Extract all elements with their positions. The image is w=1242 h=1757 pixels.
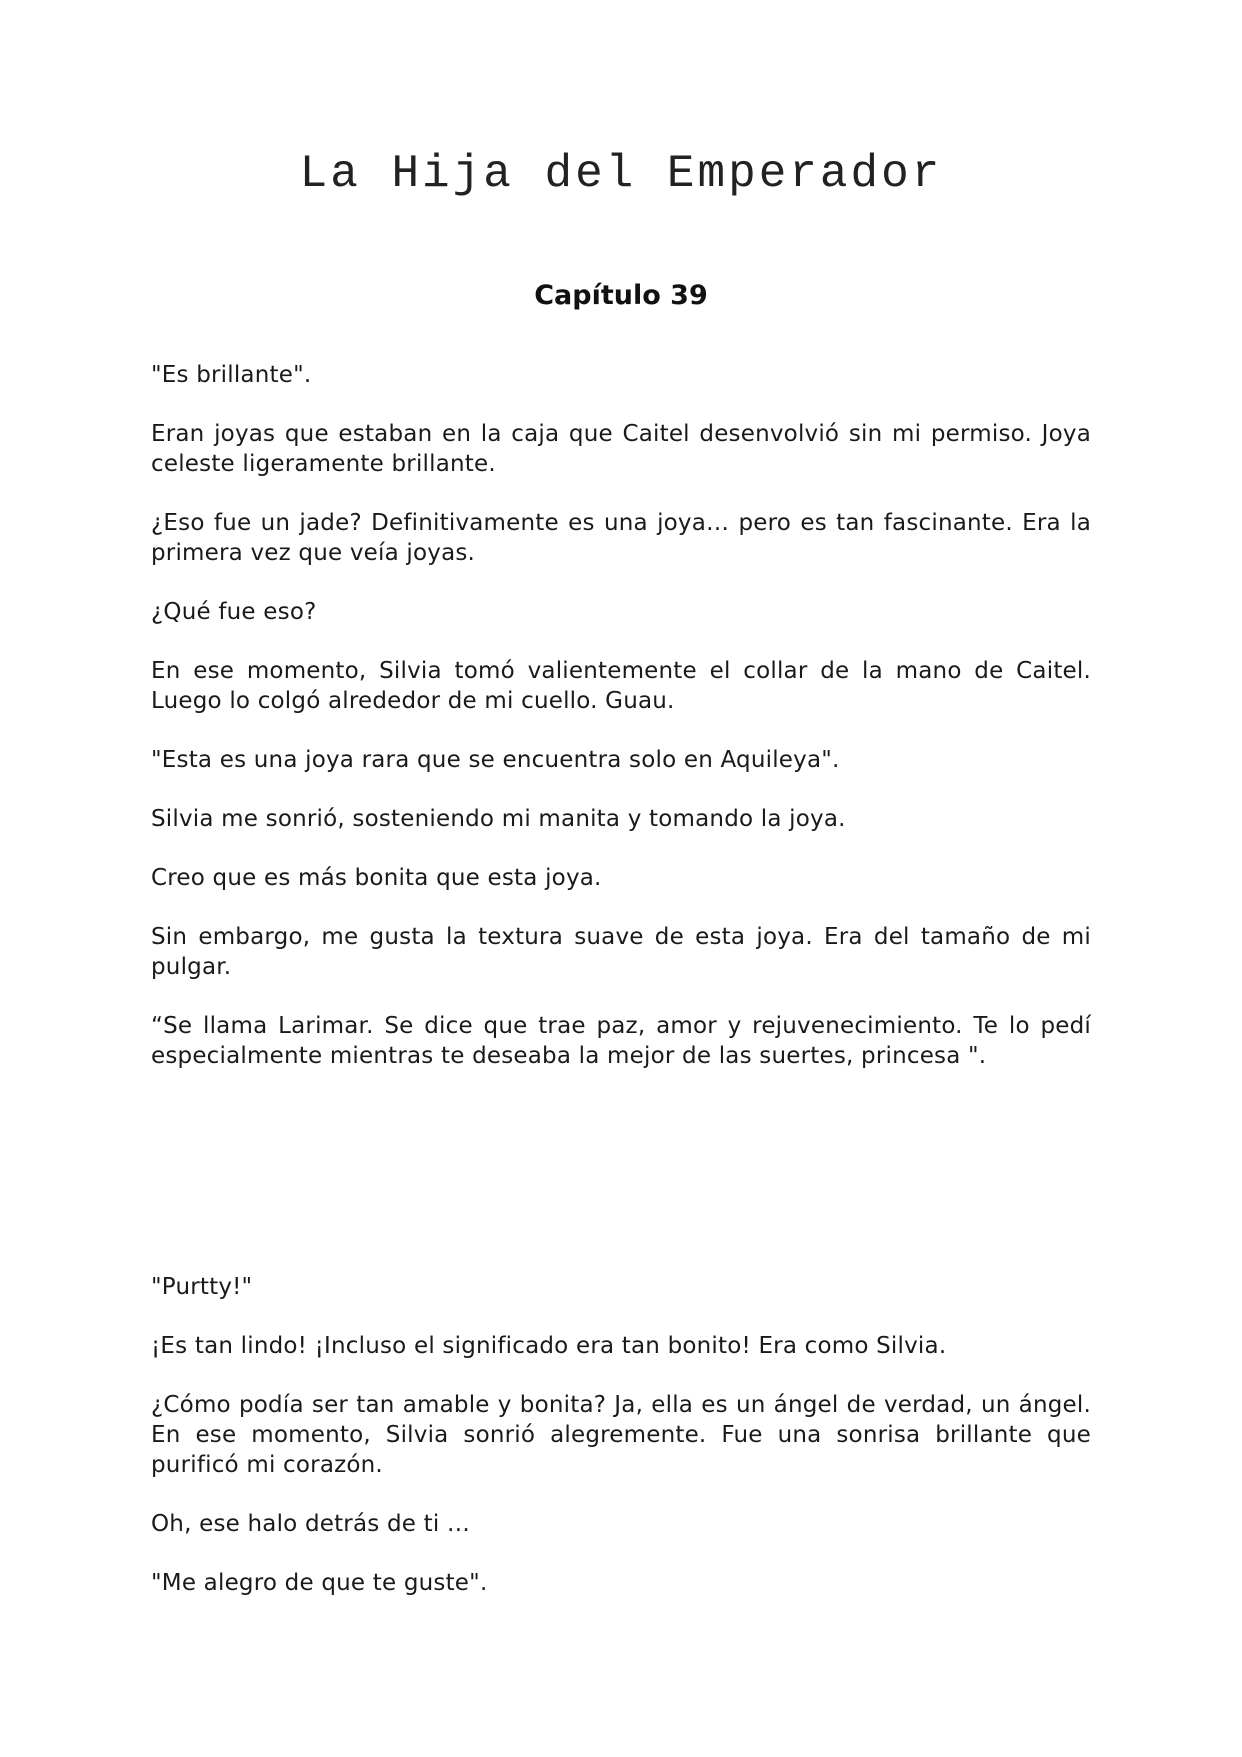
paragraph: Creo que es más bonita que esta joya. xyxy=(151,865,602,891)
paragraph: Oh, ese halo detrás de ti … xyxy=(151,1511,471,1537)
paragraph: “Se llama Larimar. Se dice que trae paz, amor y rejuvenecimiento. Te lo pedí especialmente mientras te deseaba la mejor de las suertes, princesa ". xyxy=(151,1013,1091,1069)
text-section-1 xyxy=(151,360,1091,1100)
chapter-title: Capítulo 39 xyxy=(534,280,708,311)
paragraph: Sin embargo, me gusta la textura suave de esta joya. Era del tamaño de mi pulgar. xyxy=(151,924,1091,980)
paragraph: "Me alegro de que te guste". xyxy=(151,1570,488,1596)
paragraph: ¿Qué fue eso? xyxy=(151,599,317,625)
paragraph: En ese momento, Silvia tomó valientemente el collar de la mano de Caitel. Luego lo colgó alrededor de mi cuello. Guau. xyxy=(151,658,1091,714)
paragraph: Eran joyas que estaban en la caja que Caitel desenvolvió sin mi permiso. Joya celeste ligeramente brillante. xyxy=(151,421,1091,477)
paragraph: "Purtty!" xyxy=(151,1274,253,1300)
text-section-2 xyxy=(151,1272,1091,1627)
book-title: La Hija del Emperador xyxy=(299,148,943,200)
paragraph: ¡Es tan lindo! ¡Incluso el significado era tan bonito! Era como Silvia. xyxy=(151,1333,947,1359)
paragraph: "Esta es una joya rara que se encuentra solo en Aquileya". xyxy=(151,747,840,773)
paragraph: ¿Cómo podía ser tan amable y bonita? Ja, ella es un ángel de verdad, un ángel. En ese momento, Silvia sonrió alegremente. Fue una sonrisa brillante que purificó mi corazón. xyxy=(151,1392,1091,1478)
paragraph: ¿Eso fue un jade? Definitivamente es una joya… pero es tan fascinante. Era la primera vez que veía joyas. xyxy=(151,510,1091,566)
paragraph: Silvia me sonrió, sosteniendo mi manita y tomando la joya. xyxy=(151,806,846,832)
paragraph: "Es brillante". xyxy=(151,362,312,388)
